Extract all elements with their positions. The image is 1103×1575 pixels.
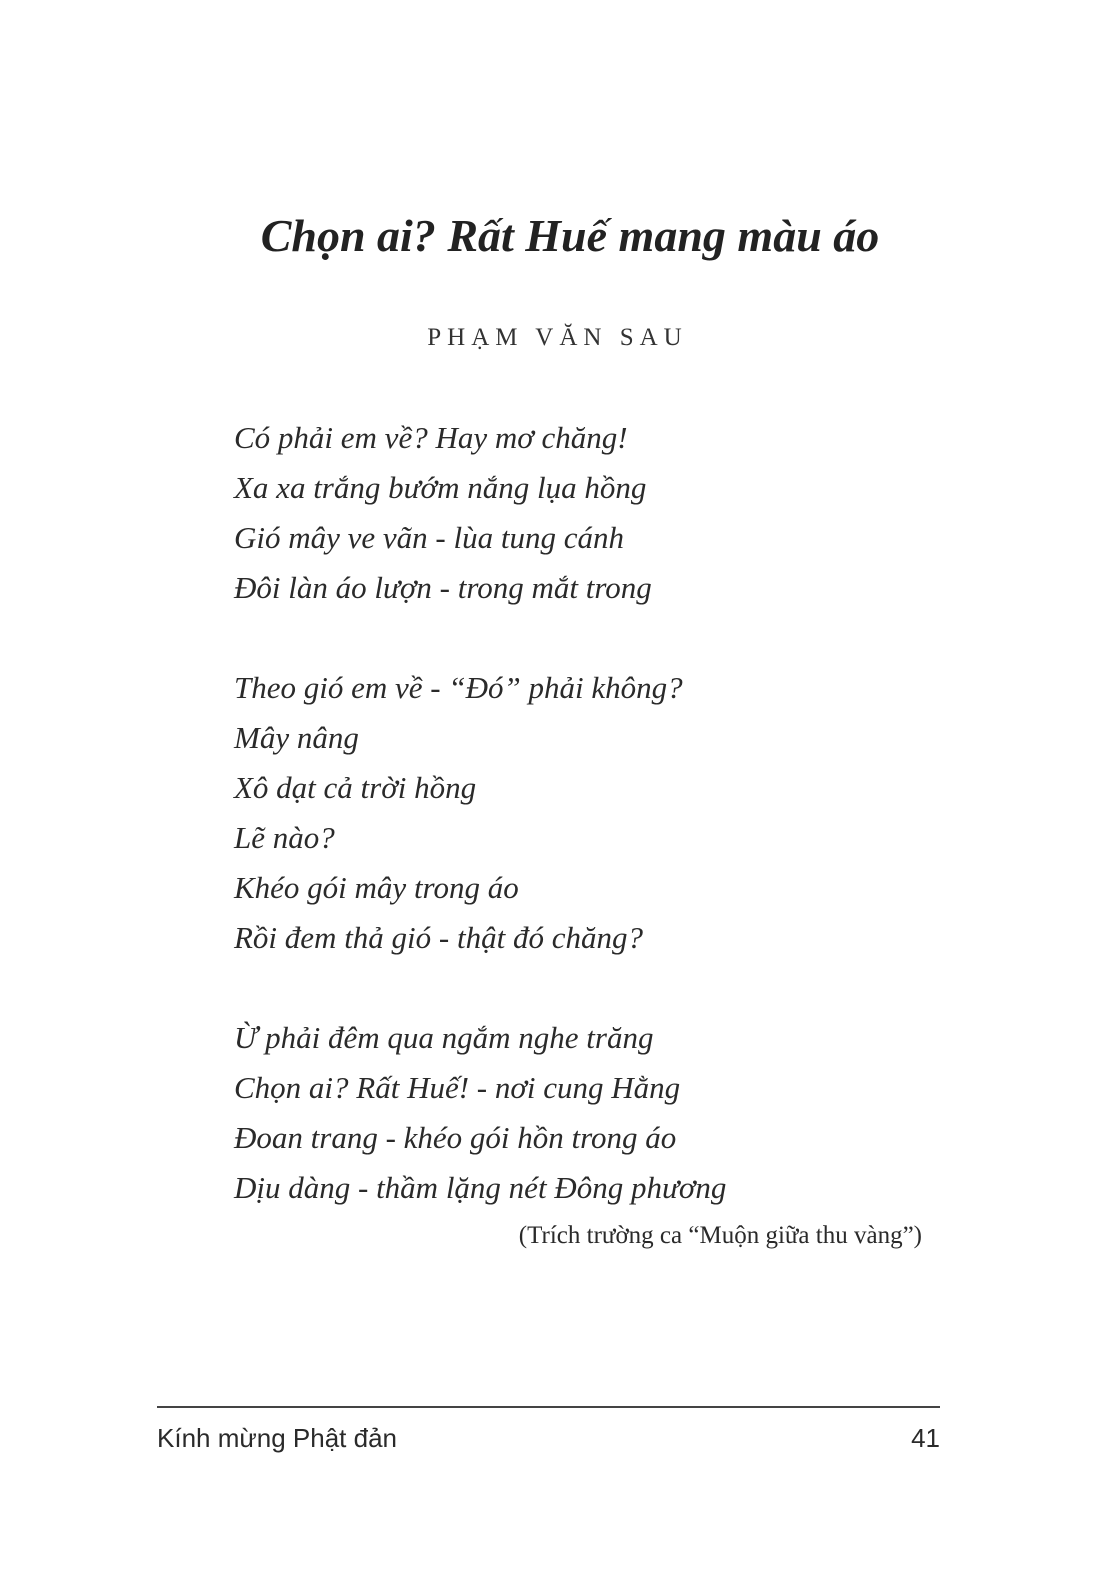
poem-line: Khéo gói mây trong áo	[234, 870, 519, 905]
poem-line: Có phải em về? Hay mơ chăng!	[234, 420, 628, 455]
footer-publication-title: Kính mừng Phật đản	[157, 1423, 398, 1453]
poem-body	[234, 413, 954, 1263]
poem-line: Rồi đem thả gió - thật đó chăng?	[234, 920, 643, 955]
poem-line: Theo gió em về - “Đó” phải không?	[234, 670, 683, 705]
poem-line: Gió mây ve vãn - lùa tung cánh	[234, 520, 624, 555]
poem-line: Đôi làn áo lượn - trong mắt trong	[234, 570, 652, 605]
stanza-3	[234, 1013, 954, 1213]
poem-line: Dịu dàng - thầm lặng nét Đông phương	[234, 1170, 727, 1205]
poem-line: Đoan trang - khéo gói hồn trong áo	[234, 1120, 677, 1155]
stanza-2	[234, 663, 954, 963]
author-name: PHẠM VĂN SAU	[427, 324, 688, 351]
poem-line: Mây nâng	[234, 720, 359, 755]
stanza-1	[234, 413, 954, 613]
poem-line: Lẽ nào?	[234, 820, 335, 855]
poem-line: Xô dạt cả trời hồng	[234, 770, 477, 805]
poem-title: Chọn ai? Rất Huế mang màu áo	[260, 210, 880, 261]
footer-divider	[157, 1406, 940, 1408]
source-note: (Trích trường ca “Muộn giữa thu vàng”)	[518, 1222, 922, 1249]
poem-line: Xa xa trắng bướm nắng lụa hồng	[234, 470, 647, 505]
page-number: 41	[911, 1423, 940, 1453]
poem-line: Ừ phải đêm qua ngắm nghe trăng	[234, 1020, 654, 1055]
poem-line: Chọn ai? Rất Huế! - nơi cung Hằng	[234, 1070, 681, 1105]
